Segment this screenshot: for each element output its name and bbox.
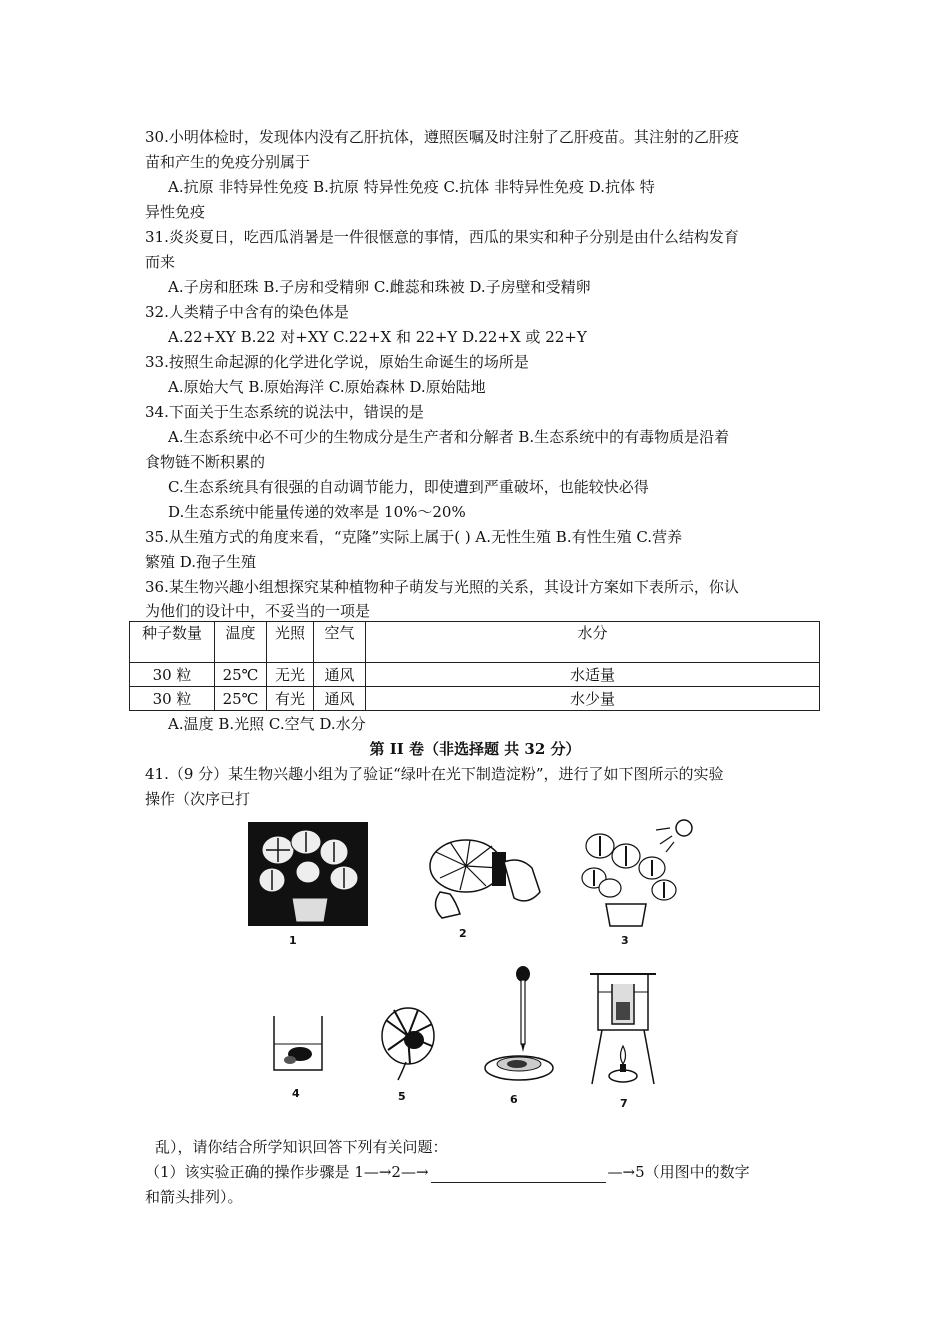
table-cell: 30 粒 [130,687,215,711]
table-cell: 25℃ [215,663,267,687]
q34-option-d: D.生态系统中能量传递的效率是 10%～20% [168,503,466,521]
table-header-cell: 种子数量 [130,622,215,663]
q36-table [129,621,820,711]
q30-options: A.抗原 非特异性免疫 B.抗原 特异性免疫 C.抗体 非特异性免疫 D.抗体 特 [168,178,655,196]
q30-stem-line1: 30.小明体检时，发现体内没有乙肝抗体，遵照医嘱及时注射了乙肝疫苗。其注射的乙肝疫 [145,128,739,146]
q41-sub1 [145,1161,750,1183]
q32-stem: 32.人类精子中含有的染色体是 [145,303,349,321]
figure-4-beaker-with-leaf [270,1014,326,1074]
q30-stem-line2: 苗和产生的免疫分别属于 [145,153,311,171]
q36-stem-line1: 36.某生物兴趣小组想探究某种植物种子萌发与光照的关系，其设计方案如下表所示，你认 [145,578,739,596]
figure-3-plant-in-light [576,816,702,928]
table-header-row [130,622,820,663]
q36-stem-line2: 为他们的设计中，不妥当的一项是 [145,602,371,620]
q41-sub1-prefix: （1）该实验正确的操作步骤是 1—→2—→ [145,1163,429,1181]
figure-label-1: 1 [289,934,297,947]
table-cell: 25℃ [215,687,267,711]
q35-stem-line1: 35.从生殖方式的角度来看，“克隆”实际上属于( ) A.无性生殖 B.有性生殖 C.营养 [145,528,683,546]
q41-sub1-cont: 和箭头排列）。 [145,1188,243,1206]
q31-stem-line2: 而来 [145,253,176,271]
table-row [130,663,820,687]
table-cell: 有光 [267,687,314,711]
table-header-cell: 光照 [267,622,314,663]
q31-stem-line1: 31.炎炎夏日，吃西瓜消暑是一件很惬意的事情，西瓜的果实和种子分别是由什么结构发育 [145,228,739,246]
figure-1-plant-in-dark [248,822,368,926]
figure-label-3: 3 [621,934,629,947]
q34-option-a-cont: 食物链不断积累的 [145,453,266,471]
q41-stem-line2: 操作（次序已打 [145,790,251,808]
q33-options: A.原始大气 B.原始海洋 C.原始森林 D.原始陆地 [168,378,486,396]
q34-option-a: A.生态系统中必不可少的生物成分是生产者和分解者 B.生态系统中的有毒物质是沿着 [168,428,730,446]
figure-5-stained-leaf [380,1006,436,1082]
q34-option-c: C.生态系统具有很强的自动调节能力，即使遭到严重破坏，也能较快必得 [168,478,649,496]
table-header-cell: 温度 [215,622,267,663]
figure-label-7: 7 [620,1097,628,1110]
table-cell: 水少量 [366,687,820,711]
answer-blank[interactable] [431,1166,606,1183]
q36-options: A.温度 B.光照 C.空气 D.水分 [168,715,366,733]
figure-label-2: 2 [459,927,467,940]
q32-options: A.22+XY B.22 对+XY C.22+X 和 22+Y D.22+X 或 22+Y [168,328,587,346]
table-row [130,687,820,711]
q34-stem: 34.下面关于生态系统的说法中，错误的是 [145,403,424,421]
figure-2-leaf-cover [420,832,548,924]
table-cell: 通风 [314,663,366,687]
figure-label-5: 5 [398,1090,406,1103]
q33-stem: 33.按照生命起源的化学进化学说，原始生命诞生的场所是 [145,353,529,371]
figure-7-water-bath-heating [588,968,658,1092]
table-header-cell: 空气 [314,622,366,663]
figure-label-6: 6 [510,1093,518,1106]
q41-stem-line3: 乱），请你结合所学知识回答下列有关问题： [155,1138,448,1156]
table-header-cell: 水分 [366,622,820,663]
table-cell: 30 粒 [130,663,215,687]
figure-label-4: 4 [292,1087,300,1100]
q41-stem-line1: 41.（9 分）某生物兴趣小组为了验证“绿叶在光下制造淀粉”，进行了如下图所示的实验 [145,765,724,783]
q30-options-cont: 异性免疫 [145,203,206,221]
q31-options: A.子房和胚珠 B.子房和受精卵 C.雌蕊和珠被 D.子房壁和受精卵 [168,278,591,296]
section-title: 第 II 卷（非选择题 共 32 分） [369,740,581,758]
table-cell: 水适量 [366,663,820,687]
q35-stem-line2: 繁殖 D.孢子生殖 [145,553,257,571]
figure-6-dropper-iodine [481,964,557,1088]
q41-sub1-suffix: —→5（用图中的数字 [607,1163,750,1181]
table-cell: 无光 [267,663,314,687]
table-cell: 通风 [314,687,366,711]
